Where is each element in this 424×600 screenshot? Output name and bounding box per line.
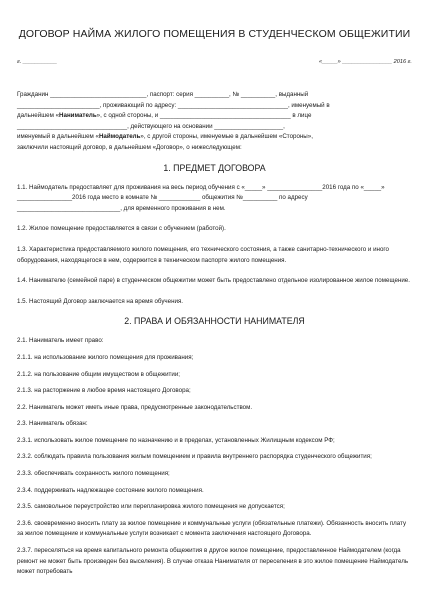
- clause: 2.3.5. самовольное переустройство или перепланировка жилого помещения не допускается;: [17, 503, 285, 511]
- clause: 2.3.1. использовать жилое помещение по назначению и в пределах, установленных Жилищным кодексом РФ;: [17, 436, 335, 444]
- parties-line: ________________________________, действующего на основании ____________________,: [17, 122, 285, 130]
- landlord-term: Наймодатель: [98, 133, 141, 141]
- clause: 2.3.3. обеспечивать сохранность жилого помещения;: [17, 470, 170, 478]
- clause: 2.1.2. на пользование общим имуществом в общежитии;: [17, 370, 181, 378]
- parties-line: заключили настоящий договор, в дальнейшем «Договор», о нижеследующем:: [17, 143, 242, 151]
- clause: 2.3.4. поддерживать надлежащее состояние жилого помещения.: [17, 486, 204, 494]
- place-date-row: [17, 59, 412, 65]
- clause: 2.3.6. своевременно вносить плату за жилое помещение и коммунальные услуги (обязательные платежи). Обязанность вносить плату за жилое помещение и коммунальные услуги возникает с момента заключения настоящего Договора.: [17, 519, 407, 538]
- clause: 1.4. Нанимателю (семейной паре) в студенческом общежитии может быть предоставлено отдельное изолированное жилое помещение.: [17, 277, 410, 285]
- parties-line: ________________________, проживающий по адресу: ________________________________, именуемый в: [17, 101, 330, 109]
- clause: 1.5. Настоящий Договор заключается на время обучения.: [17, 297, 184, 305]
- parties-line: Гражданин ____________________________, паспорт: серия __________, № __________, выданный: [17, 91, 309, 98]
- text-fragment: », с одной стороны, и ______________________________________ в лице: [96, 112, 312, 120]
- clause: 2.1. Наниматель имеет право:: [17, 337, 104, 345]
- date-field: «_____» ________________ 2016 г.: [319, 59, 412, 65]
- clause: 1.1. Наймодатель предоставляет для проживания на весь период обучения с «_____» ________________2016 года по «_____» ________________2016 года место в комнате № ____________ общежития №__________ по адресу ______________________________, для временного проживания в нем.: [17, 183, 385, 212]
- text-fragment: », с другой стороны, именуемые в дальнейшем «Стороны»,: [140, 133, 313, 141]
- clause: 2.3.2. соблюдать правила пользования жилым помещением и правила внутреннего распорядка студенческого общежития;: [17, 453, 372, 461]
- section-heading: 2. ПРАВА И ОБЯЗАННОСТИ НАНИМАТЕЛЯ: [124, 316, 305, 327]
- parties-line: [17, 132, 412, 143]
- clause: 1.2. Жилое помещение предоставляется в связи с обучением (работой).: [17, 225, 226, 233]
- parties-block: [17, 90, 412, 154]
- parties-line: [17, 111, 412, 122]
- place-field: г. ___________: [17, 59, 58, 65]
- clause: 1.3. Характеристика предоставляемого жилого помещения, его технического состояния, а также санитарно-технического и иного оборудования, находящегося в нем, содержится в техническом паспорте жилого помещения.: [17, 245, 389, 264]
- clause: 2.3.7. переселяться на время капитального ремонта общежития в другое жилое помещение, предоставленное Наймодателем (когда ремонт не может быть произведен без выселения). В случае отказа Нанимателя от переселения в это жилое помещение Наймодатель может потребовать: [17, 547, 409, 576]
- tenant-term: Наниматель: [59, 112, 97, 120]
- document-title: ДОГОВОР НАЙМА ЖИЛОГО ПОМЕЩЕНИЯ В СТУДЕНЧЕСКОМ ОБЩЕЖИТИИ: [18, 28, 411, 40]
- text-fragment: дальнейшем «: [17, 112, 60, 120]
- section-heading: 1. ПРЕДМЕТ ДОГОВОРА: [163, 162, 266, 173]
- clause: 2.1.3. на расторжение в любое время настоящего Договора;: [17, 387, 191, 395]
- text-fragment: именуемый в дальнейшем «: [17, 133, 99, 141]
- clause: 2.1.1. на использование жилого помещения для проживания;: [17, 353, 194, 361]
- clause: 2.3. Наниматель обязан:: [17, 420, 88, 428]
- clause: 2.2. Наниматель может иметь иные права, предусмотренные законодательством.: [17, 403, 253, 411]
